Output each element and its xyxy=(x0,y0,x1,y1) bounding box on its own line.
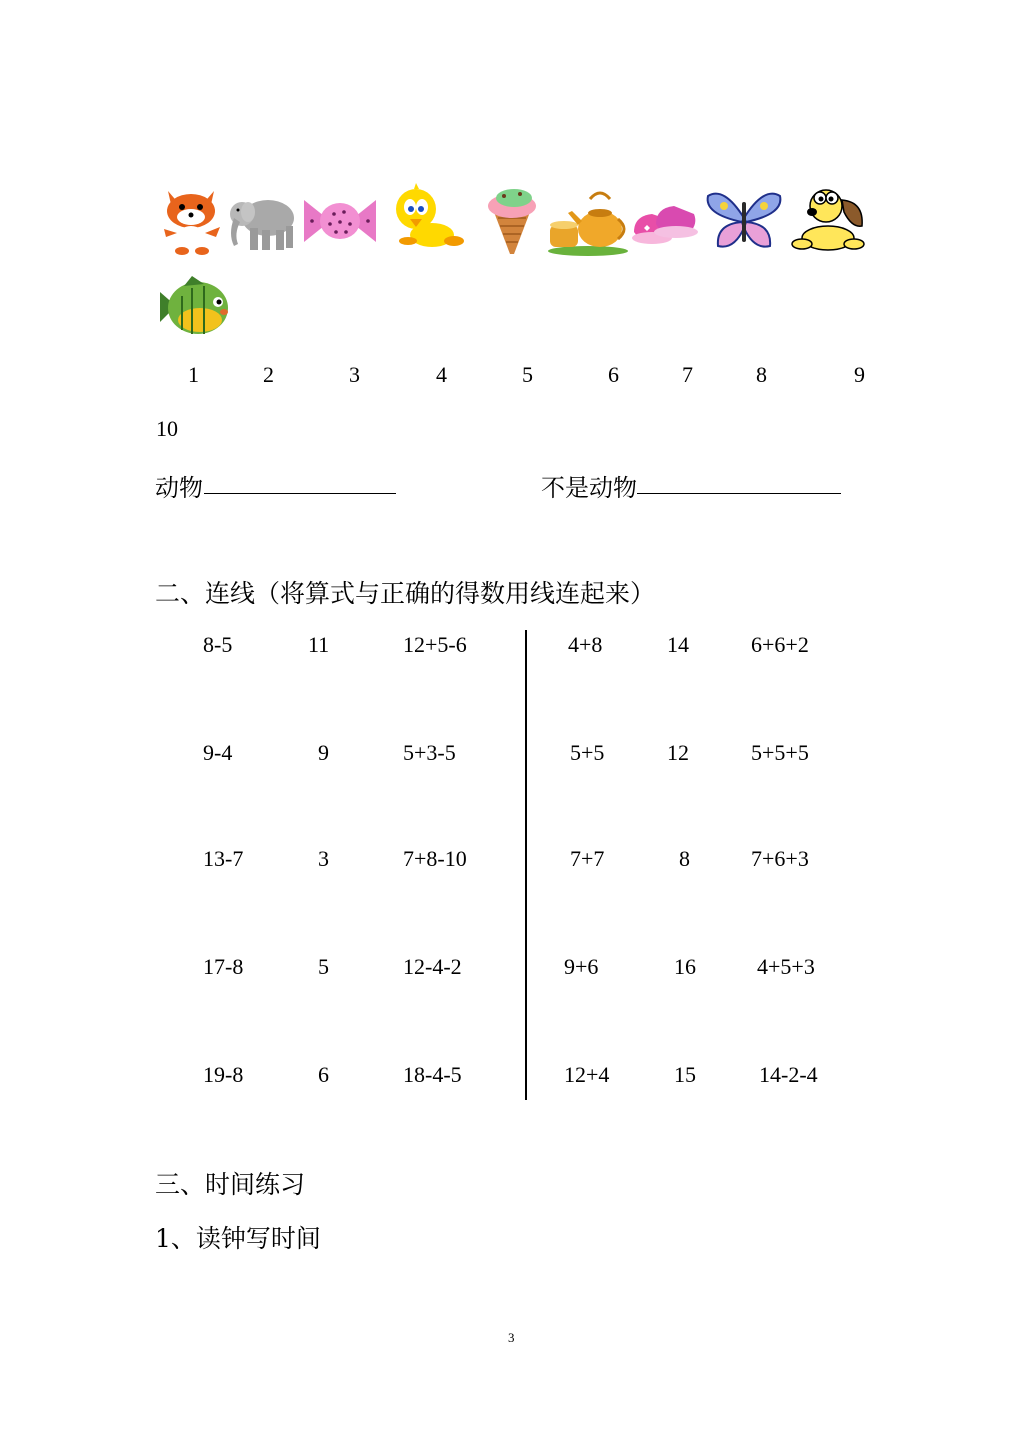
picture-number: 10 xyxy=(156,416,178,441)
teapot-picture xyxy=(546,185,630,257)
page-number: 3 xyxy=(508,1330,515,1345)
picture-number: 8 xyxy=(756,362,767,387)
section-two-title: 二、连线（将算式与正确的得数用线连起来） xyxy=(155,579,656,608)
right-expression[interactable]: 4+5+3 xyxy=(757,954,815,979)
right-expression[interactable]: 5+5+5 xyxy=(751,740,809,765)
left-answer[interactable]: 11 xyxy=(308,632,330,657)
picture-number: 6 xyxy=(608,362,619,387)
picture-number: 3 xyxy=(349,362,360,387)
fish-picture xyxy=(154,272,234,344)
picture-number: 9 xyxy=(854,362,865,387)
animal-answer-blank[interactable] xyxy=(204,493,396,494)
section-three-title: 三、时间练习 xyxy=(155,1170,306,1199)
right-expression[interactable]: 14-2-4 xyxy=(759,1062,818,1087)
right-answer[interactable]: 12 xyxy=(667,740,689,765)
chick-picture xyxy=(386,183,470,255)
left-expression[interactable]: 12+5-6 xyxy=(403,632,467,657)
right-expression[interactable]: 12+4 xyxy=(564,1062,610,1087)
animal-label: 动物 xyxy=(155,474,203,502)
left-answer[interactable]: 9 xyxy=(318,740,329,765)
butterfly-picture xyxy=(704,188,784,254)
picture-number: 1 xyxy=(188,362,199,387)
left-expression[interactable]: 12-4-2 xyxy=(403,954,462,979)
right-expression[interactable]: 6+6+2 xyxy=(751,632,809,657)
left-answer[interactable]: 3 xyxy=(318,846,329,871)
right-expression[interactable]: 7+6+3 xyxy=(751,846,809,871)
shoes-picture xyxy=(630,196,700,250)
picture-number: 4 xyxy=(436,362,447,387)
right-answer[interactable]: 15 xyxy=(674,1062,696,1087)
right-expression[interactable]: 5+5 xyxy=(570,740,605,765)
left-expression[interactable]: 19-8 xyxy=(203,1062,244,1087)
not-animal-answer-blank[interactable] xyxy=(637,493,841,494)
candy-picture xyxy=(300,192,380,250)
picture-number: 5 xyxy=(522,362,533,387)
elephant-picture xyxy=(226,190,298,256)
left-expression[interactable]: 8-5 xyxy=(203,632,233,657)
right-expression[interactable]: 9+6 xyxy=(564,954,599,979)
section-three-subtitle: 1、读钟写时间 xyxy=(155,1224,321,1253)
left-answer[interactable]: 5 xyxy=(318,954,329,979)
fox-picture xyxy=(158,185,224,257)
left-expression[interactable]: 7+8-10 xyxy=(403,846,467,871)
right-expression[interactable]: 4+8 xyxy=(568,632,603,657)
picture-number: 2 xyxy=(263,362,274,387)
left-expression[interactable]: 18-4-5 xyxy=(403,1062,462,1087)
left-expression[interactable]: 5+3-5 xyxy=(403,740,456,765)
dog-picture xyxy=(790,182,870,256)
right-expression[interactable]: 7+7 xyxy=(570,846,605,871)
left-expression[interactable]: 13-7 xyxy=(203,846,244,871)
right-answer[interactable]: 16 xyxy=(674,954,696,979)
left-expression[interactable]: 17-8 xyxy=(203,954,244,979)
column-divider xyxy=(525,630,527,1100)
left-expression[interactable]: 9-4 xyxy=(203,740,233,765)
picture-number: 7 xyxy=(682,362,693,387)
ice-cream-picture xyxy=(484,186,540,256)
left-answer[interactable]: 6 xyxy=(318,1062,329,1087)
right-answer[interactable]: 8 xyxy=(679,846,690,871)
right-answer[interactable]: 14 xyxy=(667,632,689,657)
not-animal-label: 不是动物 xyxy=(541,474,637,502)
